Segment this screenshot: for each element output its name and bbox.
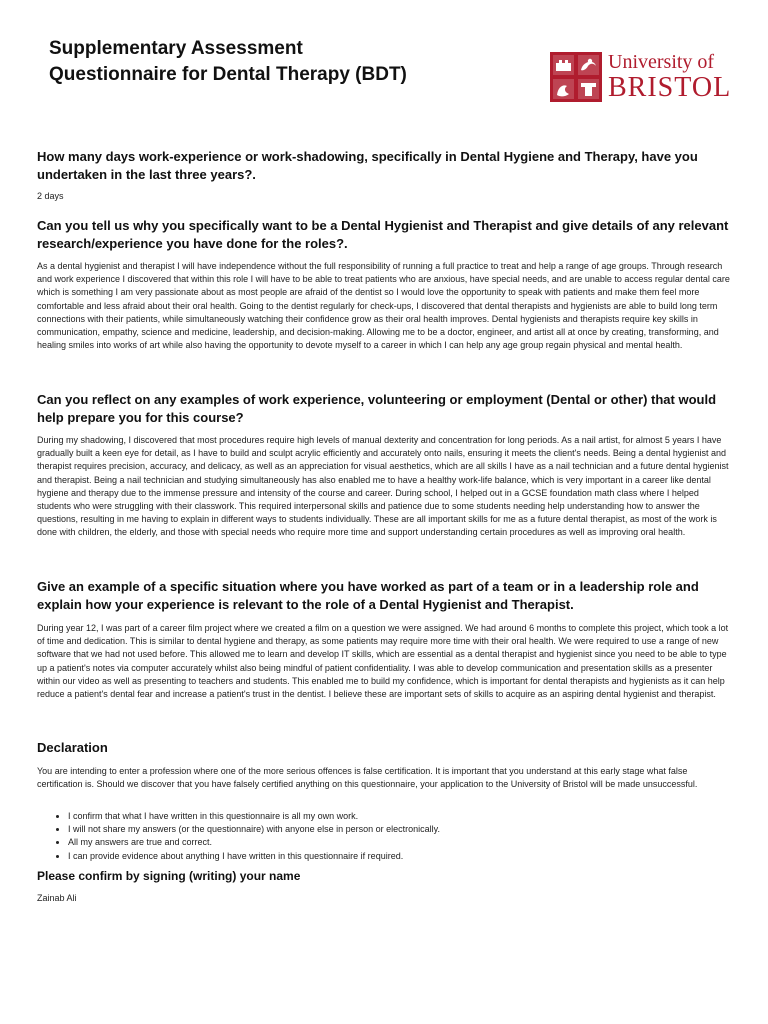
declaration-list xyxy=(37,810,440,863)
logo-line-1: University of xyxy=(608,51,715,73)
crest-icon xyxy=(550,52,602,102)
question-2: Can you tell us why you specifically want to be a Dental Hygienist and Therapist and give details of any relevant research/experience you have done for the roles?. xyxy=(37,218,729,251)
signature-name: Zainab Ali xyxy=(37,893,77,903)
declaration-item: • I confirm that what I have written in this questionnaire is all my own work. xyxy=(68,810,440,823)
university-logo xyxy=(550,50,736,104)
page-title: Supplementary Assessment Questionnaire for Dental Therapy (BDT) xyxy=(49,38,407,85)
logo-line-2: BRISTOL xyxy=(608,72,732,103)
question-1: How many days work-experience or work-shadowing, specifically in Dental Hygiene and Therapy, have you undertaken in the last three years?. xyxy=(37,149,698,182)
declaration-heading: Declaration xyxy=(37,740,108,755)
declaration-item: • I will not share my answers (or the questionnaire) with anyone else in person or electronically. xyxy=(68,823,440,836)
header xyxy=(37,0,733,124)
document-page xyxy=(37,0,733,903)
answer-1: 2 days xyxy=(37,191,64,201)
declaration-text: You are intending to enter a profession where one of the more serious offences is false certification. It is important that you understand at this early stage what false certification is. Should we discover that you have falsely certified anything on this questionnaire, your application to the University of Bristol will be made unsuccessful. xyxy=(37,766,698,790)
declaration-item: • All my answers are true and correct. xyxy=(68,836,440,849)
declaration-item: • I can provide evidence about anything I have written in this questionnaire if required. xyxy=(68,850,440,863)
question-3: Can you reflect on any examples of work experience, volunteering or employment (Dental or other) that would help prepare you for this course? xyxy=(37,392,717,425)
answer-4: During year 12, I was part of a career film project where we created a film on a question we were assigned. We had around 6 months to complete this project, which took a lot of time and dedication. This is similar to dental hygiene and therapy, as some patients may require more time with their oral health. We were required to use a range of new software that we had not used before. This allowed me to learn and develop IT skills, which are essential as a dental therapist and hygienist since you need to be able to type up a patient's notes via computer accurately whilst also being mindful of patient confidentiality. I was able to develop communication and presentation skills as a presenter within our video as well as presenting to teachers and students. This enabled me to build my confidence, which is important for dental therapists and hygienists as it can help reduce a patient's dental fear and increase a patient's trust in the dentist. I believe these are important sets of skills to acquire as an aspiring dental hygienist and therapist. xyxy=(37,623,729,700)
answer-2: As a dental hygienist and therapist I will have independence without the full responsibility of running a full practice to treat and help a range of age groups. Through research and work experience I discovered that within this role I will have to be able to treat patients who are anxious, have special needs, and are unable to access regular dental care which is something I am very passionate about as most people are afraid of the dentist so I would love the opportunity to speak with patients and make them feel more comfortable and less afraid about their oral health. Going to the dentist regularly for check-ups, I discovered that dental therapists and hygienists are able to build long term connections with their patients, while simultaneously watching their confidence grow as their oral health improves. Dental hygienists and therapists require key skills in communication, empathy, science and medicine, leadership, and decision-making. Allowing me to be a doctor, engineer, and artist all at once by creating, transforming, and healing smiles into works of art while also having the opportunity to devote myself to a career in which I can help any age group regain physical and mental health. xyxy=(37,261,730,351)
logo-wordmark xyxy=(608,50,731,102)
answer-3: During my shadowing, I discovered that most procedures require high levels of manual dexterity and concentration for long periods. As a nail artist, for almost 5 years I have gradually built a keen eye for detail, as I have to build and sculpt acrylic efficiently and accurately onto nails, ensuring it meets the client's needs. Being a dental hygienist and therapist requires precision, accuracy, and delicacy, as well as an appreciation for visual aesthetics, which are all skills I have as a nail technician and a future dental hygienist and therapist. Being a nail technician and studying simultaneously has also enabled me to have a healthy work-life balance, which is very important in a career like dental hygiene and therapy due to the immense pressure and intensity of the course and career. During school, I helped out in a GCSE foundation math class where I helped students who were struggling with their classwork. This required interpersonal skills and patience due to some students needing help understanding how to answer the questions, resulting in me having to explain in different ways to students individually. These are all important skills for me as a future dental therapist, as most of the work is done with children, the elderly, and those with special needs who require more time and support understanding certain procedures as well as improving oral health. xyxy=(37,435,729,538)
question-4: Give an example of a specific situation where you have worked as part of a team or in a leadership role and explain how your experience is relevant to the role of a Dental Hygienist and Therapist. xyxy=(37,579,699,612)
signature-heading: Please confirm by signing (writing) your name xyxy=(37,869,301,883)
